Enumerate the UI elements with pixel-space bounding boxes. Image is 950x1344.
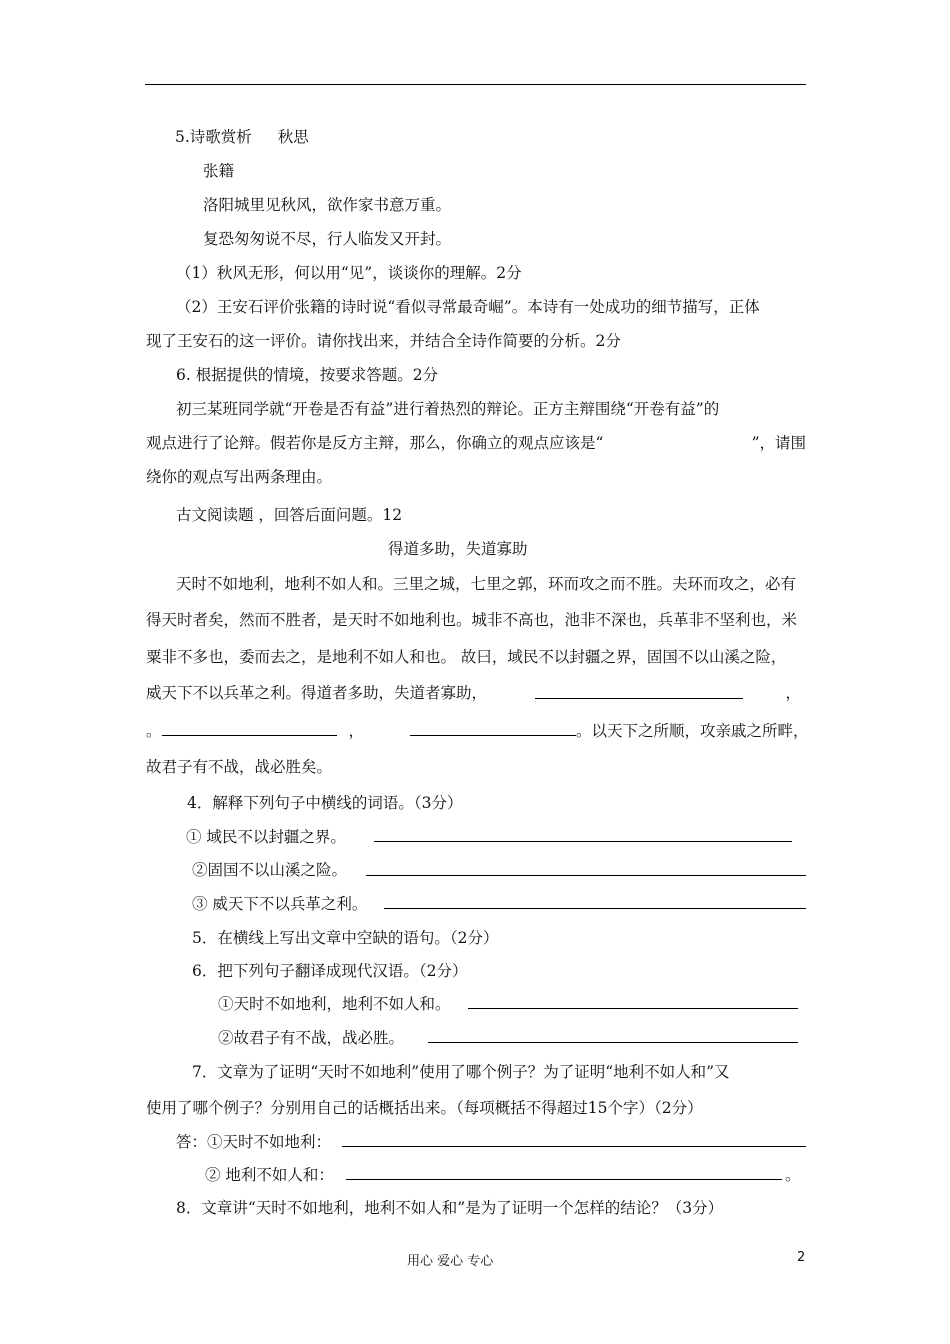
answer-line-4-1[interactable]: [374, 826, 792, 842]
classical-line-5-start: 。: [146, 722, 162, 740]
answer-7-item-2-end: 。: [785, 1166, 801, 1184]
answer-line-6-2[interactable]: [428, 1027, 798, 1043]
question-8: 8．文章讲“天时不如地利，地利不如人和”是为了证明一个怎样的结论？（3分）: [176, 1199, 724, 1217]
poem-line-1: 洛阳城里见秋风，欲作家书意万重。: [203, 196, 452, 214]
answer-line-6-1[interactable]: [468, 993, 798, 1009]
question-4-item-2: ②固国不以山溪之险。: [192, 861, 348, 879]
question-6: 6．把下列句子翻译成现代汉语。（2分）: [192, 962, 468, 980]
debate-question: 6. 根据提供的情境，按要求答题。2分: [176, 366, 439, 384]
question-7-line-2: 使用了哪个例子？分别用自己的话概括出来。（每项概括不得超过15个字）（2分）: [146, 1099, 703, 1117]
question-5: 5．在横线上写出文章中空缺的语句。（2分）: [192, 929, 499, 947]
header-rule: [145, 84, 806, 85]
question-4: 4．解释下列句子中横线的词语。（3分）: [187, 794, 463, 812]
debate-para-line-2: [146, 433, 806, 453]
poem-title: 秋思: [277, 128, 309, 146]
answer-line-7-2[interactable]: [346, 1164, 782, 1180]
answer-7-item-2-label: ② 地利不如人和：: [205, 1166, 334, 1184]
question-7-line-1: 7．文章为了证明“天时不如地利”使用了哪个例子？为了证明“地利不如人和”又: [192, 1063, 730, 1081]
classical-line-4: [146, 683, 801, 703]
classical-line-1: 天时不如地利，地利不如人和。三里之城，七里之郭，环而攻之而不胜。夫环而攻之，必有: [176, 575, 797, 593]
classical-line-3: 粟非不多也，委而去之，是地利不如人和也。 故曰，域民不以封疆之界，固国不以山溪之险，: [146, 648, 787, 666]
debate-para-line-1: 初三某班同学就“开卷是否有益”进行着热烈的辩论。正方主辩围绕“开卷有益”的: [176, 400, 720, 418]
debate-line-2-end: ”，请围: [751, 434, 806, 452]
classical-line-4-text: 威天下不以兵革之利。得道者多助，失道者寡助，: [146, 684, 488, 702]
poem-author: 张籍: [203, 162, 235, 180]
footer-slogan: 用心 爱心 专心: [407, 1254, 494, 1269]
classical-blank-2[interactable]: [162, 720, 337, 736]
classical-intro: 古文阅读题 ，回答后面问题。12: [176, 506, 403, 524]
answer-7-item-1-label: 答：①天时不如地利：: [176, 1133, 332, 1151]
debate-line-2-text: 观点进行了论辩。假若你是反方主辩，那么，你确立的观点应该是“: [146, 434, 604, 452]
classical-line-5-comma: ，: [348, 722, 365, 740]
answer-line-4-3[interactable]: [384, 893, 806, 909]
classical-line-2: 得天时者矣，然而不胜者，是天时不如地利也。城非不高也，池非不深也，兵革非不坚利也，米: [146, 611, 798, 629]
classical-title: 得道多助，失道寡助: [388, 540, 528, 558]
question-4-item-3: ③ 威天下不以兵革之利。: [192, 895, 368, 913]
poem-question-2-line-2: 现了王安石的这一评价。请你找出来，并结合全诗作简要的分析。2分: [146, 332, 621, 350]
poem-question-2-line-1: （2）王安石评价张籍的诗时说“看似寻常最奇崛”。本诗有一处成功的细节描写，正体: [176, 298, 760, 316]
question-4-item-1: [186, 827, 346, 847]
classical-line-6: 故君子有不战，战必胜矣。: [146, 758, 333, 776]
classical-line-5-end: 。以天下之所顺，攻亲戚之所畔，: [576, 722, 809, 740]
answer-line-7-1[interactable]: [342, 1131, 806, 1147]
poem-heading-line: [175, 127, 309, 147]
poem-heading: 5.诗歌赏析: [175, 128, 252, 146]
answer-line-4-2[interactable]: [366, 860, 806, 876]
page-number: 2: [797, 1250, 806, 1265]
question-6-item-1: ①天时不如地利，地利不如人和。: [218, 995, 451, 1013]
question-6-item-2: ②故君子有不战，战必胜。: [218, 1029, 405, 1047]
classical-line-5: [146, 720, 809, 741]
classical-blank-1[interactable]: [535, 683, 743, 699]
question-4-item-1-text: ① 域民不以封疆之界。: [186, 828, 346, 846]
debate-para-line-3: 绕你的观点写出两条理由。: [146, 468, 333, 486]
classical-blank-3[interactable]: [410, 720, 576, 736]
poem-line-2: 复恐匆匆说不尽，行人临发又开封。: [203, 230, 452, 248]
poem-question-1: （1）秋风无形，何以用“见”，谈谈你的理解。2分: [176, 264, 522, 282]
classical-line-4-end: ，: [785, 684, 801, 702]
